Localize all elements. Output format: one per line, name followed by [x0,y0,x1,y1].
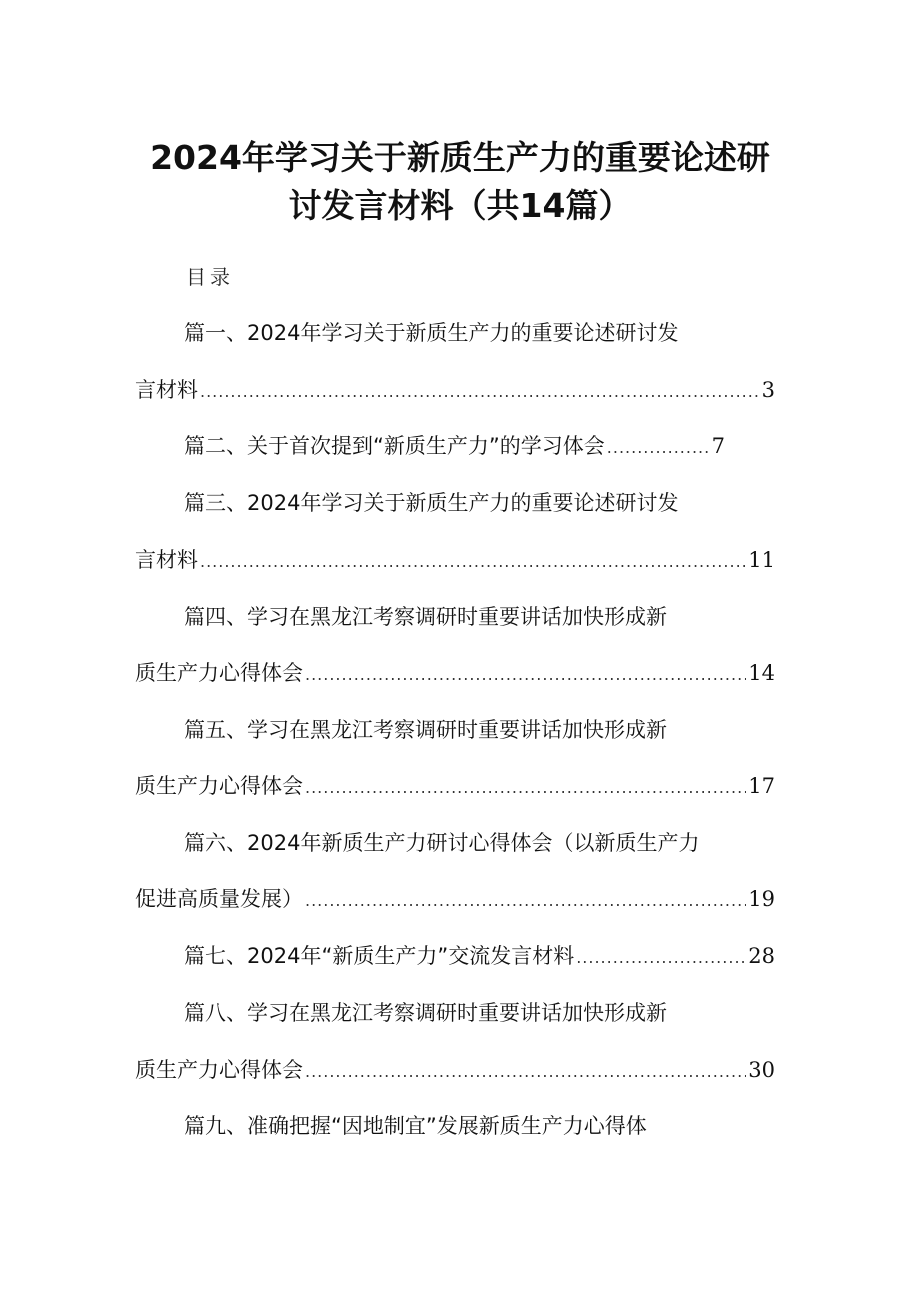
toc-entry-5-title-cont: 质生产力心得体会 [135,774,303,798]
toc-entry-7-page: 28 [748,944,775,968]
toc-entry-3-continuation[interactable] [135,545,775,577]
toc-leader-dots [576,943,746,973]
toc-leader-dots [305,886,746,916]
toc-entry-2-title: 篇二、关于首次提到“新质生产力”的学习体会 [184,434,605,458]
toc-entry-8-page: 30 [748,1058,775,1082]
toc-entry-6-title-cont: 促进高质量发展） [135,887,303,911]
toc-leader-dots [305,773,746,803]
toc-entry-1-title[interactable]: 篇一、2024年学习关于新质生产力的重要论述研讨发 [184,321,679,345]
toc-entry-1-title-cont: 言材料 [135,378,198,402]
toc-entry-1-continuation[interactable] [135,375,775,407]
toc-entry-4-page: 14 [748,661,775,685]
toc-entry-3-title-cont: 言材料 [135,548,198,572]
toc-entry-7-title: 篇七、2024年“新质生产力”交流发言材料 [184,944,575,968]
toc-entry-4-title[interactable]: 篇四、学习在黑龙江考察调研时重要讲话加快形成新 [184,605,667,629]
toc-entry-8-title[interactable]: 篇八、学习在黑龙江考察调研时重要讲话加快形成新 [184,1001,667,1025]
toc-entry-9-title[interactable]: 篇九、准确把握“因地制宜”发展新质生产力心得体 [184,1114,647,1138]
toc-entry-1-page: 3 [761,378,775,402]
toc-entry-2[interactable] [184,431,725,463]
toc-entry-6-continuation[interactable] [135,884,775,916]
toc-entry-4-title-cont: 质生产力心得体会 [135,661,303,685]
toc-entry-8-continuation[interactable] [135,1055,775,1087]
toc-leader-dots [607,433,710,463]
toc-entry-3-page: 11 [748,548,775,572]
toc-leader-dots [200,377,760,407]
document-title-line-2: 讨发言材料（共14篇） [288,186,632,225]
toc-entry-2-page: 7 [711,434,725,458]
toc-entry-5-title[interactable]: 篇五、学习在黑龙江考察调研时重要讲话加快形成新 [184,718,667,742]
toc-entry-7[interactable] [184,941,775,973]
toc-entry-6-title[interactable]: 篇六、2024年新质生产力研讨心得体会（以新质生产力 [184,831,700,855]
toc-entry-3-title[interactable]: 篇三、2024年学习关于新质生产力的重要论述研讨发 [184,491,679,515]
toc-heading: 目录 [186,265,234,289]
toc-entry-5-continuation[interactable] [135,771,775,803]
toc-entry-8-title-cont: 质生产力心得体会 [135,1058,303,1082]
toc-entry-6-page: 19 [748,887,775,911]
toc-leader-dots [305,1057,746,1087]
document-title-line-1: 2024年学习关于新质生产力的重要论述研 [150,138,770,177]
toc-entry-5-page: 17 [748,774,775,798]
toc-entry-4-continuation[interactable] [135,658,775,690]
toc-leader-dots [305,660,746,690]
toc-leader-dots [200,547,746,577]
